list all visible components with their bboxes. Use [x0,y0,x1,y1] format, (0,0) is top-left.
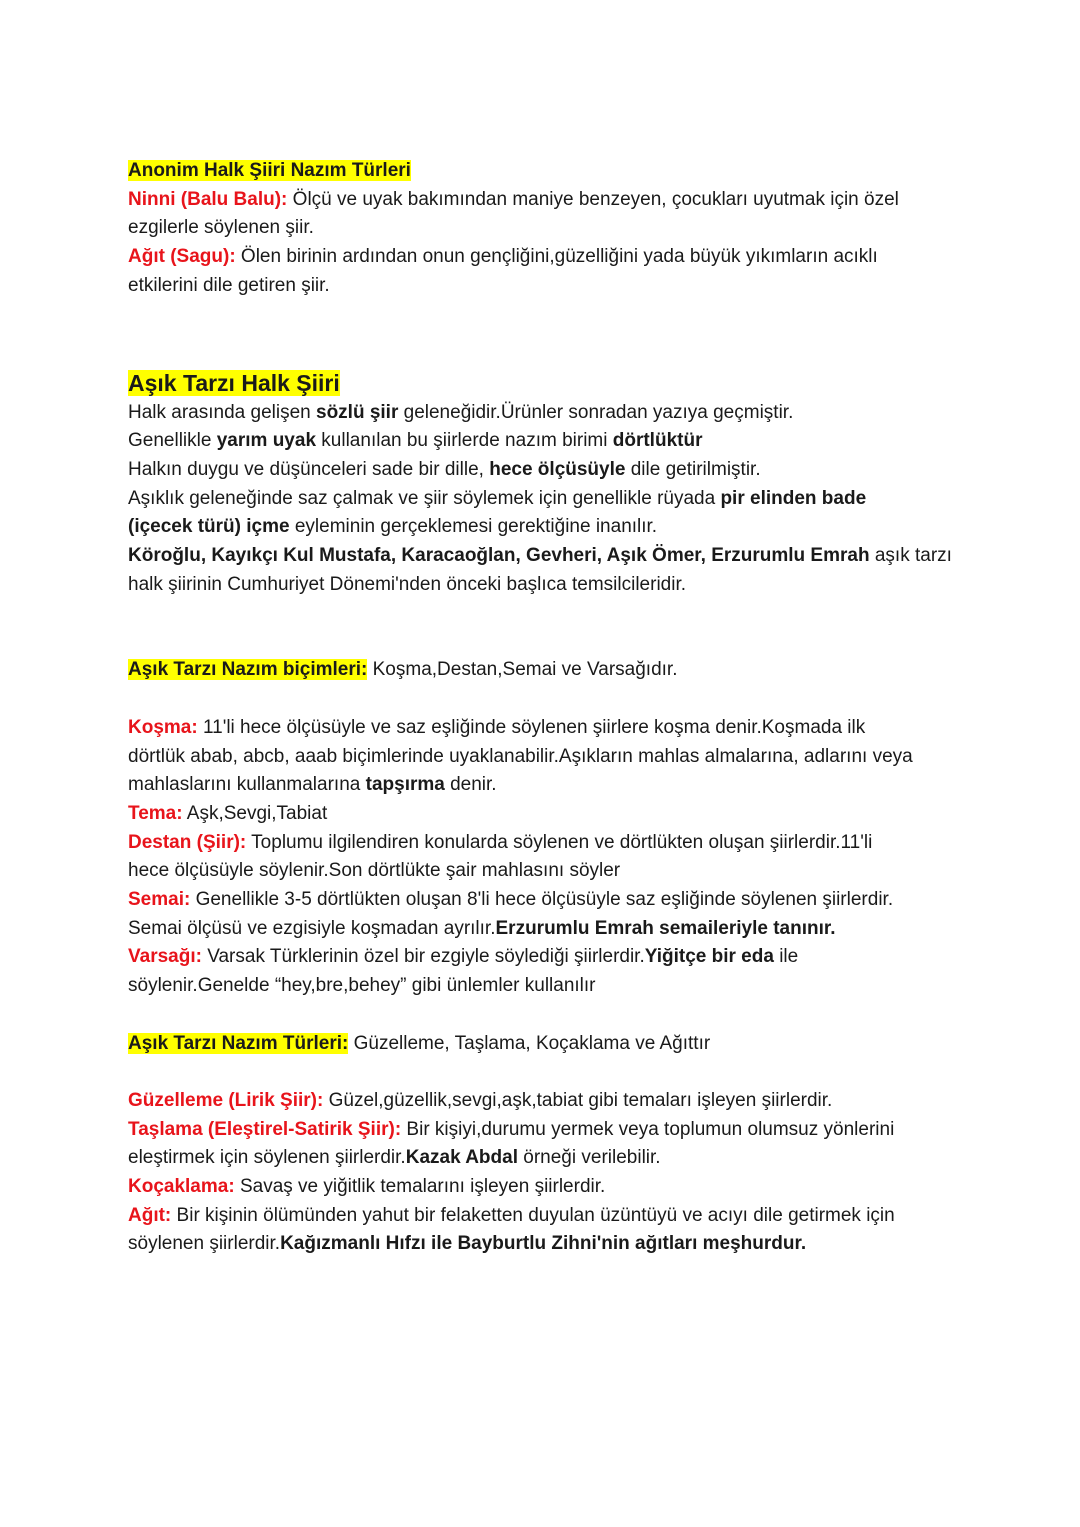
bold-text: hece ölçüsüyle [489,458,626,480]
destan-line-2 [128,857,958,886]
kosma-line-2 [128,743,958,772]
asik-heading [128,367,958,399]
text: söylenen şiirlerdir. [128,1233,281,1255]
text: Halk arasında gelişen [128,401,316,423]
ninni-text-1: Ölçü ve uyak bakımından maniye benzeyen, çocukları uyutmak için özel [287,188,899,210]
anonim-section [128,157,958,186]
ninni-line-1 [128,186,958,215]
bicim-title: Aşık Tarzı Nazım biçimleri: [128,659,368,681]
bold-text: tapşırma [365,774,445,796]
text: Genellikle 3-5 dörtlükten oluşan 8'li hece ölçüsüyle saz eşliğinde söylenen şiirlerdir. [190,889,894,911]
text: kullanılan bu şiirlerde nazım birimi [316,430,613,452]
text: Varsak Türklerinin özel bir ezgiyle söylediği şiirlerdir. [201,946,645,968]
bold-text: sözlü şiir [316,401,399,423]
ninni-line-2 [128,214,958,243]
text: Savaş ve yiğitlik temalarını işleyen şiirlerdir. [234,1176,606,1198]
varsagi-line-2 [128,972,958,1001]
text: Güzel,güzellik,sevgi,aşk,tabiat gibi temaları işleyen şiirlerdir. [323,1089,833,1111]
agit-term: Ağıt (Sagu): [128,246,236,268]
asik-line-1 [128,399,958,428]
text: Semai ölçüsü ve ezgisiyle koşmadan ayrılır. [128,917,496,939]
bold-text: Kazak Abdal [405,1147,518,1169]
kocaklama-term: Koçaklama: [128,1176,235,1198]
text: söylenir.Genelde “hey,bre,behey” gibi ünlemler kullanılır [128,975,596,997]
text: dörtlük abab, abcb, aaab biçimlerinde uyaklanabilir.Aşıkların mahlas almalarına, adlarını veya [128,745,913,767]
text: Aşıklık geleneğinde saz çalmak ve şiir söylemek için genellikle rüyada [128,487,721,509]
bold-text: Köroğlu, Kayıkçı Kul Mustafa, Karacaoğlan, Gevheri, Aşık Ömer, Erzurumlu Emrah [128,545,870,567]
text: Güzelleme, Taşlama, Koçaklama ve Ağıttır [348,1032,711,1054]
text: Genellikle [128,430,217,452]
tema-term: Tema: [128,802,183,824]
bold-text: Yiğitçe bir eda [644,946,774,968]
asik-line-4 [128,485,958,514]
tur-agit-term: Ağıt: [128,1204,172,1226]
text: Koşma,Destan,Semai ve Varsağıdır. [367,659,678,681]
bold-text: dörtlüktür [612,430,703,452]
text: eleştirmek için söylenen şiirlerdir. [128,1147,406,1169]
text: halk şiirinin Cumhuriyet Dönemi'nden önceki başlıca temsilcileridir. [128,573,687,595]
taslama-term: Taşlama (Eleştirel-Satirik Şiir): [128,1118,402,1140]
bicim-heading [128,656,958,685]
varsagi-line-1 [128,943,958,972]
asik-title: Aşık Tarzı Halk Şiiri [128,369,340,396]
destan-line-1 [128,829,958,858]
document-page [128,157,958,1259]
text: denir. [444,774,497,796]
text: mahlaslarını kullanmalarına [128,774,366,796]
asik-line-3 [128,456,958,485]
text: ile [773,946,799,968]
text: aşık tarzı [869,545,952,567]
bold-text: Kağızmanlı Hıfzı ile Bayburtlu Zihni'nin ağıtları meşhurdur. [280,1233,807,1255]
tema-line [128,800,958,829]
text: Halkın duygu ve düşünceleri sade bir dille, [128,458,490,480]
text: hece ölçüsüyle söylenir.Son dörtlükte şair mahlasını söyler [128,860,621,882]
text: eyleminin gerçeklemesi gerektiğine inanılır. [289,516,658,538]
text: Bir kişinin ölümünden yahut bir felaketten duyulan üzüntüyü ve acıyı dile getirmek için [171,1204,895,1226]
anonim-title: Anonim Halk Şiiri Nazım Türleri [128,160,411,181]
agit-text-2: etkilerini dile getiren şiir. [128,274,330,296]
agit-text-1: Ölen birinin ardından onun gençliğini,güzelliğini yada büyük yıkımların acıklı [235,246,878,268]
destan-term: Destan (Şiir): [128,831,247,853]
semai-term: Semai: [128,889,191,911]
agit-line-1 [128,243,958,272]
text: Toplumu ilgilendiren konularda söylenen ve dörtlükten oluşan şiirlerdir.11'li [246,831,873,853]
varsagi-term: Varsağı: [128,946,202,968]
kocaklama-line [128,1173,958,1202]
bold-text: pir elinden bade [720,487,867,509]
text: dile getirilmiştir. [625,458,761,480]
text: geleneğidir.Ürünler sonradan yazıya geçmiştir. [398,401,794,423]
tur-heading [128,1030,958,1059]
tur-agit-line-1 [128,1202,958,1231]
kosma-line-3 [128,771,958,800]
text: Aşk,Sevgi,Tabiat [182,802,328,824]
guzelleme-term: Güzelleme (Lirik Şiir): [128,1089,324,1111]
agit-line-2 [128,272,958,301]
asik-line-6 [128,542,958,571]
text: Bir kişiyi,durumu yermek veya toplumun olumsuz yönlerini [401,1118,895,1140]
bold-text: yarım uyak [216,430,317,452]
asik-line-7 [128,571,958,600]
bold-text: Erzurumlu Emrah semaileriyle tanınır. [495,917,836,939]
asik-line-5 [128,513,958,542]
kosma-line-1 [128,714,958,743]
guzelleme-line [128,1087,958,1116]
tur-title: Aşık Tarzı Nazım Türleri: [128,1032,349,1054]
text: 11'li hece ölçüsüyle ve saz eşliğinde söylenen şiirlere koşma denir.Koşmada ilk [197,716,866,738]
bold-text: (içecek türü) içme [128,516,290,538]
semai-line-1 [128,886,958,915]
taslama-line-1 [128,1116,958,1145]
asik-line-2 [128,427,958,456]
kosma-term: Koşma: [128,716,198,738]
taslama-line-2 [128,1144,958,1173]
semai-line-2 [128,915,958,944]
text: örneği verilebilir. [518,1147,661,1169]
ninni-text-2: ezgilerle söylenen şiir. [128,217,314,239]
tur-agit-line-2 [128,1230,958,1259]
ninni-term: Ninni (Balu Balu): [128,188,288,210]
